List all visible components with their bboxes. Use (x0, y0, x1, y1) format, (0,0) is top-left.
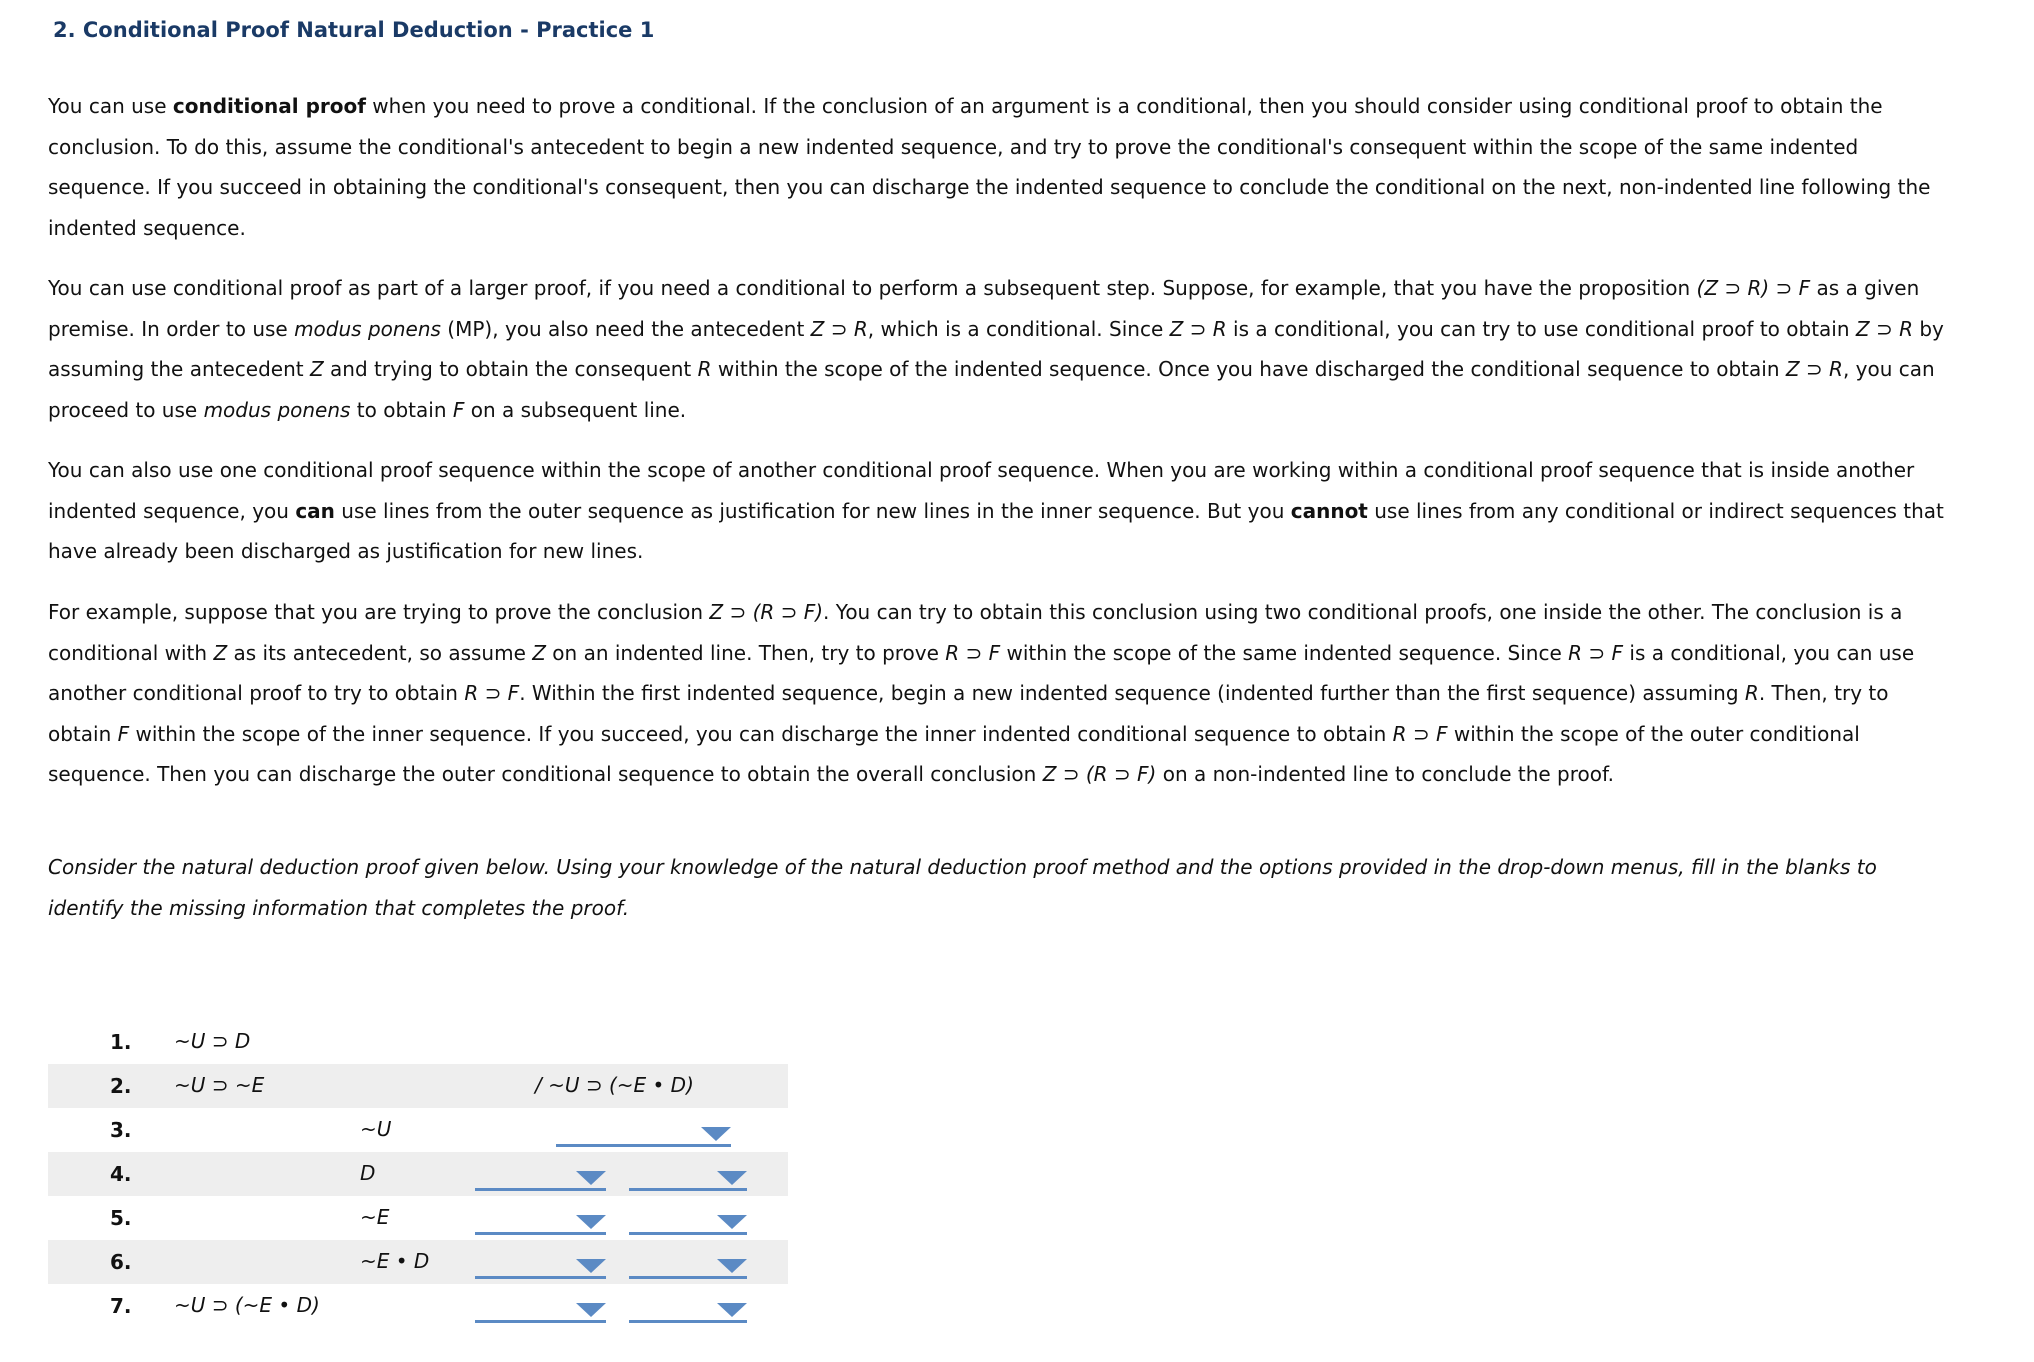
proof-table (48, 1020, 788, 1328)
formula: F (117, 721, 130, 746)
rule-dropdown[interactable] (629, 1206, 747, 1235)
text: on a subsequent line. (464, 397, 687, 422)
dropdown-arrow-icon[interactable] (576, 1171, 606, 1185)
text: use lines from any conditional or indirect sequences that have already been discharged as justification for new lines. (48, 498, 1944, 563)
dropdown-arrow-icon[interactable] (717, 1171, 747, 1185)
dropdown-arrow-icon[interactable] (576, 1303, 606, 1317)
paragraph-2 (48, 268, 1948, 430)
text: within the scope of the inner sequence. If you succeed, you can discharge the inner indented conditional sequence to obtain (129, 721, 1393, 746)
proof-row-2 (48, 1064, 788, 1108)
formula: Z ⊃ R (1169, 316, 1227, 341)
text: within the scope of the indented sequence. Once you have discharged the conditional sequence to obtain (711, 357, 1786, 381)
proof-row-4 (48, 1152, 788, 1196)
line-reference-dropdown[interactable] (475, 1206, 606, 1235)
text: . You can try to obtain this conclusion using two conditional proofs, one inside the other. The conclusion is a conditional with (48, 600, 1903, 665)
proof-row-7 (48, 1284, 788, 1328)
formula: R ⊃ F (464, 681, 520, 705)
italic-term: modus ponens (203, 397, 351, 422)
text: You can use conditional proof as part of a larger proof, if you need a conditional to perform a subsequent step. Suppose, for example, that you have the proposition (48, 276, 1697, 300)
formula: Z (213, 640, 228, 665)
formula: R ⊃ F (945, 640, 1001, 665)
text: is a conditional, you can try to use conditional proof to obtain (1226, 316, 1856, 341)
text: to obtain (350, 397, 453, 422)
paragraph-3 (48, 450, 1948, 572)
line-number: 5. (110, 1206, 132, 1230)
formula: Z ⊃ (R ⊃ F) (709, 600, 824, 624)
line-reference-dropdown[interactable] (475, 1162, 606, 1191)
premise: ~U ⊃ ~E (174, 1073, 265, 1097)
text: . Within the first indented sequence, begin a new indented sequence (indented further than the first sequence) assuming (519, 681, 1745, 705)
rule-dropdown[interactable] (629, 1250, 747, 1279)
text: as its antecedent, so assume (227, 640, 533, 665)
text: . Then, try to obtain (48, 681, 1889, 746)
text: use lines from the outer sequence as justification for new lines in the inner sequence. But you (334, 498, 1291, 523)
line-number: 3. (110, 1118, 132, 1142)
proof-row-3 (48, 1108, 788, 1152)
dropdown-arrow-icon[interactable] (717, 1215, 747, 1229)
proof-row-1 (48, 1020, 788, 1064)
formula: R (1744, 681, 1759, 705)
indented-formula: ~E (360, 1205, 390, 1229)
formula: R ⊃ F (1568, 640, 1624, 665)
dropdown-arrow-icon[interactable] (701, 1127, 731, 1141)
justification-dropdown[interactable] (556, 1118, 731, 1147)
paragraph-4 (48, 592, 1948, 795)
formula: F (452, 397, 465, 422)
text: within the scope of the outer conditional sequence. Then you can discharge the outer conditional sequence to obtain the overall conclusion (48, 721, 1860, 786)
text: You can use (48, 94, 173, 118)
formula: Z ⊃ R (1855, 316, 1913, 341)
formula: R (697, 357, 712, 381)
formula: R ⊃ F (1392, 721, 1448, 746)
line-number: 2. (110, 1074, 132, 1098)
text: when you need to prove a conditional. If the conclusion of an argument is a conditional, then you should consider using conditional proof to obtain the conclusion. To do this, assume the conditional's antecedent to begin a new indented sequence, and try to prove the conditional's consequent within the scope of the same indented sequence. If you succeed in obtaining the conditional's consequent, then you can discharge the indented sequence to conclude the conditional on the next, non-indented line following the indented sequence. (48, 94, 1931, 240)
bold-text: cannot (1290, 498, 1368, 523)
formula: Z ⊃ (R ⊃ F) (1042, 762, 1157, 786)
line-reference-dropdown[interactable] (475, 1250, 606, 1279)
indented-formula: ~U (360, 1117, 392, 1141)
proof-row-6 (48, 1240, 788, 1284)
derived-conclusion: ~U ⊃ (~E • D) (174, 1293, 320, 1317)
bold-text: conditional proof (172, 94, 366, 118)
formula: Z ⊃ R (810, 316, 868, 341)
formula: Z (309, 357, 324, 381)
text: , which is a conditional. Since (867, 316, 1170, 341)
paragraph-1 (48, 86, 1948, 248)
bold-text: can (295, 498, 335, 523)
text: on an indented line. Then, try to prove (545, 640, 946, 665)
text: For example, suppose that you are trying to prove the conclusion (48, 600, 710, 624)
dropdown-arrow-icon[interactable] (717, 1303, 747, 1317)
proof-row-5 (48, 1196, 788, 1240)
instruction: Consider the natural deduction proof given below. Using your knowledge of the natural deduction proof method and the options provided in the drop-down menus, fill in the blanks to identify the missing information that completes the proof. (48, 855, 1877, 920)
text: as a given premise. In order to use (48, 276, 1920, 341)
text: is a conditional, you can use another conditional proof to try to obtain (48, 640, 1915, 705)
text: (MP), you also need the antecedent (440, 316, 811, 341)
text: and trying to obtain the consequent (323, 357, 698, 381)
indented-formula: D (360, 1161, 376, 1185)
text: You can also use one conditional proof sequence within the scope of another conditional proof sequence. When you are working within a conditional proof sequence that is inside another indented sequence, you (48, 458, 1915, 523)
formula: (Z ⊃ R) ⊃ F (1696, 276, 1811, 300)
formula: Z ⊃ R (1785, 357, 1843, 381)
text: on a non-indented line to conclude the proof. (1156, 762, 1614, 786)
text: , you can proceed to use (48, 357, 1935, 422)
dropdown-arrow-icon[interactable] (717, 1259, 747, 1273)
text: within the scope of the same indented sequence. Since (1000, 640, 1569, 665)
line-number: 1. (110, 1030, 132, 1054)
indented-formula: ~E • D (360, 1249, 430, 1273)
rule-dropdown[interactable] (629, 1162, 747, 1191)
text: by assuming the antecedent (48, 316, 1944, 381)
italic-term: modus ponens (294, 316, 441, 341)
premise: ~U ⊃ D (174, 1029, 251, 1053)
formula: Z (532, 640, 546, 665)
dropdown-arrow-icon[interactable] (576, 1215, 606, 1229)
line-reference-dropdown[interactable] (475, 1294, 606, 1323)
page-title: 2. Conditional Proof Natural Deduction - Practice 1 (53, 18, 655, 42)
line-number: 4. (110, 1162, 132, 1186)
rule-dropdown[interactable] (629, 1294, 747, 1323)
conclusion: / ~U ⊃ (~E • D) (535, 1073, 694, 1097)
line-number: 6. (110, 1250, 132, 1274)
dropdown-arrow-icon[interactable] (576, 1259, 606, 1273)
line-number: 7. (110, 1294, 132, 1318)
